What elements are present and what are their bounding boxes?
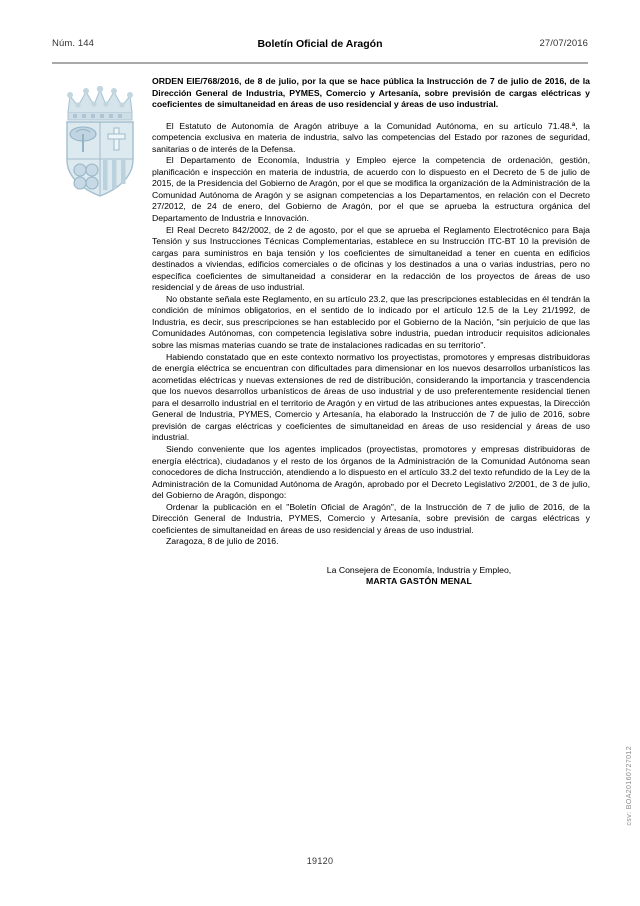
- page-number: 19120: [306, 856, 334, 866]
- document-body: [152, 76, 590, 588]
- publication-date: 27/07/2016: [539, 38, 588, 49]
- csv-verification-code: csv: BOA20160727012: [626, 746, 633, 826]
- paragraph: No obstante señala este Reglamento, en su artículo 23.2, que las prescripciones establecidas en él tendrán la condición de mínimos obligatorios, en el sentido de lo indicado por el artículo 12.5 de la Ley 21/1992, de Industria, es decir, sus prescripciones se han establecido por el Gobierno de la Nación, "sin perjuicio de que las Comunidades Autónomas, con competencia legislativa sobre industria, puedan introducir requisitos adicionales sobre las mismas materias cuando se trate de instalaciones radicadas en su territorio".: [152, 293, 590, 351]
- coat-of-arms-icon: [56, 86, 144, 198]
- page-header: [52, 38, 588, 54]
- signatory-name: MARTA GASTÓN MENAL: [366, 576, 472, 587]
- paragraph: El Estatuto de Autonomía de Aragón atribuye a la Comunidad Autónoma, en su artículo 71.48.ª, la competencia exclusiva en materia de industria, salvo las competencias del Estado por razones de seguridad, sanitarias o de interés de la Defensa.: [152, 120, 590, 154]
- paragraph: Habiendo constatado que en este contexto normativo los proyectistas, promotores y empresas distribuidoras de energía eléctrica se encuentran con dificultades para dimensionar en los nuevos desarrollos urbanísticos las acometidas eléctricas y nuevas extensiones de red de distribución, considerando la importancia y trascendencia que los nuevos desarrollos urbanísticos de áreas de uso industrial y de uso preferentemente residencial tienen para el desarrollo industrial en el territorio de Aragón y en virtud de las atribuciones antes expuestas, la Dirección General de Industria, PYMES, Comercio y Artesanía, ha elaborado la Instrucción de 7 de julio de 2016, sobre previsión de cargas eléctricas y coeficientes de simultaneidad en áreas de uso residencial y áreas de uso industrial.: [152, 351, 590, 443]
- issue-number: Núm. 144: [52, 38, 94, 49]
- paragraph: El Departamento de Economía, Industria y Empleo ejerce la competencia de ordenación, gestión, planificación e inspección en materia de industria, de acuerdo con lo dispuesto en el Decreto de 5 de julio de 2015, de la Presidencia del Gobierno de Aragón, por el que se modifica la organización de la Administración de la Comunidad Autónoma de Aragón y se asignan competencias a los Departamentos, en relación con el Decreto 27/2012, de 24 de enero, del Gobierno de Aragón, por el que se aprueba la estructura orgánica del Departamento de Industria e Innovación.: [152, 155, 590, 224]
- paragraph: El Real Decreto 842/2002, de 2 de agosto, por el que se aprueba el Reglamento Electrotécnico para Baja Tensión y sus Instrucciones Técnicas Complementarias, establece en su Instrucción ITC-BT 10 la previsión de cargas para suministros en baja tensión y los coeficientes de simultaneidad a tener en cuenta en edificios destinados a viviendas, edificios comerciales o de oficinas y los destinados a una o varias industrias, pero no específica coeficientes de simultaneidad a considerar en la redacción de los proyectos de áreas de uso residencial y de áreas de uso industrial.: [152, 224, 590, 293]
- order-title: ORDEN EIE/768/2016, de 8 de julio, por la que se hace pública la Instrucción de 7 de julio de 2016, de la Dirección General de Industria, PYMES, Comercio y Artesanía, sobre previsión de cargas eléctricas y coeficientes de simultaneidad en áreas de uso residencial y áreas de uso industrial.: [152, 76, 590, 110]
- place-and-date: Zaragoza, 8 de julio de 2016.: [166, 536, 279, 547]
- paragraph: Ordenar la publicación en el "Boletín Oficial de Aragón", de la Instrucción de 7 de julio de 2016, de la Dirección General de Industria, PYMES, Comercio y Artesanía, sobre previsión de cargas eléctricas y coeficientes de simultaneidad en áreas de uso residencial y áreas de uso industrial.: [152, 501, 590, 535]
- signatory-role: La Consejera de Economía, Industria y Empleo,: [326, 564, 512, 575]
- header-divider: [52, 62, 588, 64]
- bulletin-title: Boletín Oficial de Aragón: [257, 38, 383, 50]
- paragraph: Siendo conveniente que los agentes implicados (proyectistas, promotores y empresas distribuidoras de energía eléctrica), ciudadanos y el resto de los órganos de la Administración de la Comunidad Autónoma sean conocedores de dicha Instrucción, atendiendo a lo dispuesto en el artículo 33.2 del texto refundido de la Ley de la Administración de la Comunidad Autónoma de Aragón, aprobado por el Decreto Legislativo 2/2001, de 3 de julio, del Gobierno de Aragón, dispongo:: [152, 443, 590, 501]
- signature-block: [152, 565, 590, 588]
